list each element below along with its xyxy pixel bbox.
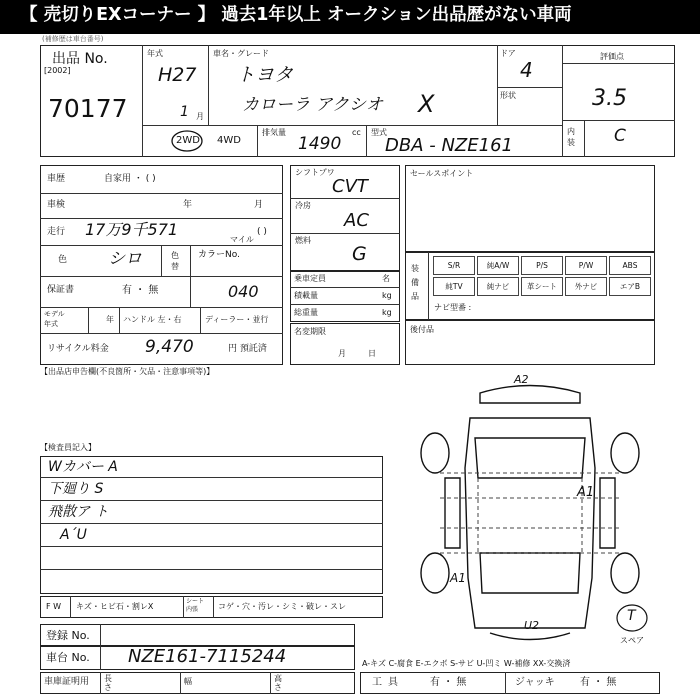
certificate-height: 高さ	[274, 674, 282, 692]
equipment-item: P/W	[565, 256, 607, 275]
diagram-right-mark: A1	[577, 485, 595, 500]
history-label: 車歴	[47, 174, 66, 184]
mileage-paren: ( )	[257, 227, 267, 237]
drive-2wd: 2WD	[176, 135, 200, 146]
equipment-item: 革シート	[521, 277, 563, 296]
after-fit-label: 後付品	[410, 325, 434, 334]
jack-label: ジャッキ	[515, 677, 555, 688]
diagram-bottom-mark: U2	[524, 619, 540, 632]
inspection-year: 年	[183, 200, 193, 210]
drive-4wd: 4WD	[217, 135, 241, 146]
top-note: (補修歴は車台番号)	[42, 35, 104, 43]
inspector-line-1: Wカバー A	[48, 459, 118, 475]
model-year-label-2: 年式	[44, 320, 58, 328]
navi-label: ナビ型番 :	[434, 303, 472, 312]
recycle-label: リサイクル料金	[47, 344, 109, 354]
equipment-item: P/S	[521, 256, 563, 275]
equipment-item: 純A/W	[477, 256, 519, 275]
recycle-unit: 円 預託済	[228, 344, 267, 354]
color-value: シロ	[108, 249, 142, 269]
certificate-label: 車庫証明用	[44, 677, 90, 687]
mileage-unit: マイル	[230, 235, 254, 244]
history-value: 自家用 ・ ( )	[104, 174, 156, 184]
doors-label: ドア	[500, 49, 516, 58]
model-name: カローラ アクシオ	[242, 95, 383, 115]
seat-unit: 名	[382, 274, 390, 283]
sales-points-block	[405, 165, 655, 252]
diagram-left-mark: A1	[450, 571, 466, 585]
total-unit: kg	[382, 308, 392, 317]
inspector-line-3: 飛散ア ト	[48, 504, 109, 520]
certificate-length: 長さ	[104, 674, 112, 692]
lot-number: 70177	[48, 94, 128, 123]
model-year-label-1: モデル	[44, 310, 65, 318]
tools-value: 有 ・ 無	[430, 677, 467, 688]
handle-label: ハンドル 左・右	[123, 315, 182, 324]
tools-label: 工具	[372, 677, 404, 688]
shift-label: シフトプワ	[295, 168, 335, 177]
model-label: 車名・グレード	[213, 49, 269, 58]
score-label: 評価点	[600, 52, 624, 61]
jack-value: 有 ・ 無	[580, 677, 617, 688]
banner-text: 【 売切りEXコーナー 】 過去1年以上 オークション出品歴がない車両	[20, 5, 572, 25]
load-unit: kg	[382, 291, 392, 300]
color-code: 040	[228, 282, 259, 301]
color-label: 色	[58, 255, 68, 265]
equipment-label: 装備品	[411, 264, 419, 301]
seat-label: 乗車定員	[294, 274, 326, 283]
spare-label: スペア	[620, 636, 644, 645]
dealer-label: ディーラー・並行	[205, 315, 269, 324]
legend: A-キズ C-腐食 E-エクボ S-サビ U-凹ミ W-補修 XX-交換済	[362, 659, 571, 668]
fw-text: キズ・ヒビ石・割レX	[76, 602, 154, 611]
sales-points-label: セールスポイント	[410, 169, 474, 178]
equipment-item: 外ナビ	[565, 277, 607, 296]
color-no-label: カラーNo.	[198, 250, 240, 260]
model-maker: トヨタ	[236, 64, 294, 86]
interior-value: C	[614, 126, 626, 146]
inspector-label: 【検査員記入】	[40, 443, 96, 452]
spare-mark: T	[627, 608, 636, 624]
fuel-label: 燃料	[295, 236, 311, 245]
equipment-item: S/R	[433, 256, 475, 275]
fw-sheet: シート 内張	[186, 598, 205, 613]
load-label: 積載量	[294, 291, 318, 300]
equipment-item: 純ナビ	[477, 277, 519, 296]
score-value: 3.5	[592, 86, 627, 111]
transfer-unit: 月日	[338, 349, 398, 358]
model-grade: X	[418, 90, 435, 118]
shape-label: 形状	[500, 91, 516, 100]
diagram-top-mark: A2	[514, 373, 529, 386]
ac-value: AC	[344, 210, 369, 231]
inspection-month: 月	[254, 200, 264, 210]
lot-label: 出品 No.	[52, 51, 108, 67]
chassis-value: NZE161-7115244	[128, 646, 287, 667]
lot-small: [2002]	[44, 66, 71, 75]
equipment-item: ABS	[609, 256, 651, 275]
chassis-label: 車台 No.	[46, 651, 90, 664]
model-code-value: DBA - NZE161	[385, 135, 513, 156]
warranty-label: 保証書	[47, 285, 75, 295]
inspector-line-4: A´U	[60, 527, 87, 543]
year-month: 1	[180, 104, 189, 120]
mileage-value: 17万9千571	[85, 220, 179, 239]
fuel-value: G	[352, 243, 367, 265]
model-code-label: 型式	[371, 128, 387, 137]
warranty-value: 有 ・ 無	[122, 285, 159, 296]
interior-label: 内装	[567, 127, 575, 147]
year-label: 年式	[147, 49, 163, 58]
inspection-label: 車検	[47, 200, 66, 210]
mileage-label: 走行	[47, 227, 66, 237]
year-month-unit: 月	[196, 112, 204, 121]
seller-notes-label: 【出品店申告欄(不良箇所・欠品・注意事項等)】	[40, 367, 215, 376]
year-era: H27	[158, 64, 197, 86]
shift-value: CVT	[332, 176, 368, 197]
transfer-label: 名変期限	[294, 327, 326, 336]
model-year-unit: 年	[106, 315, 114, 324]
recycle-value: 9,470	[145, 337, 194, 357]
equipment-item: 純TV	[433, 277, 475, 296]
after-fit-block	[405, 320, 655, 365]
total-label: 総重量	[294, 308, 318, 317]
inspector-line-2: 下廻り S	[48, 481, 104, 497]
fw-stain: コゲ・穴・汚レ・シミ・破レ・スレ	[218, 602, 346, 611]
displacement-unit: cc	[352, 128, 361, 137]
fw-label: F W	[46, 602, 62, 611]
doors-value: 4	[520, 58, 533, 82]
displacement-label: 排気量	[262, 128, 286, 137]
equipment-item: エアB	[609, 277, 651, 296]
ac-label: 冷房	[295, 201, 311, 210]
displacement-value: 1490	[298, 134, 342, 154]
registration-label: 登録 No.	[46, 629, 90, 642]
color-change-label: 色替	[171, 251, 179, 271]
certificate-width: 幅	[184, 677, 192, 686]
